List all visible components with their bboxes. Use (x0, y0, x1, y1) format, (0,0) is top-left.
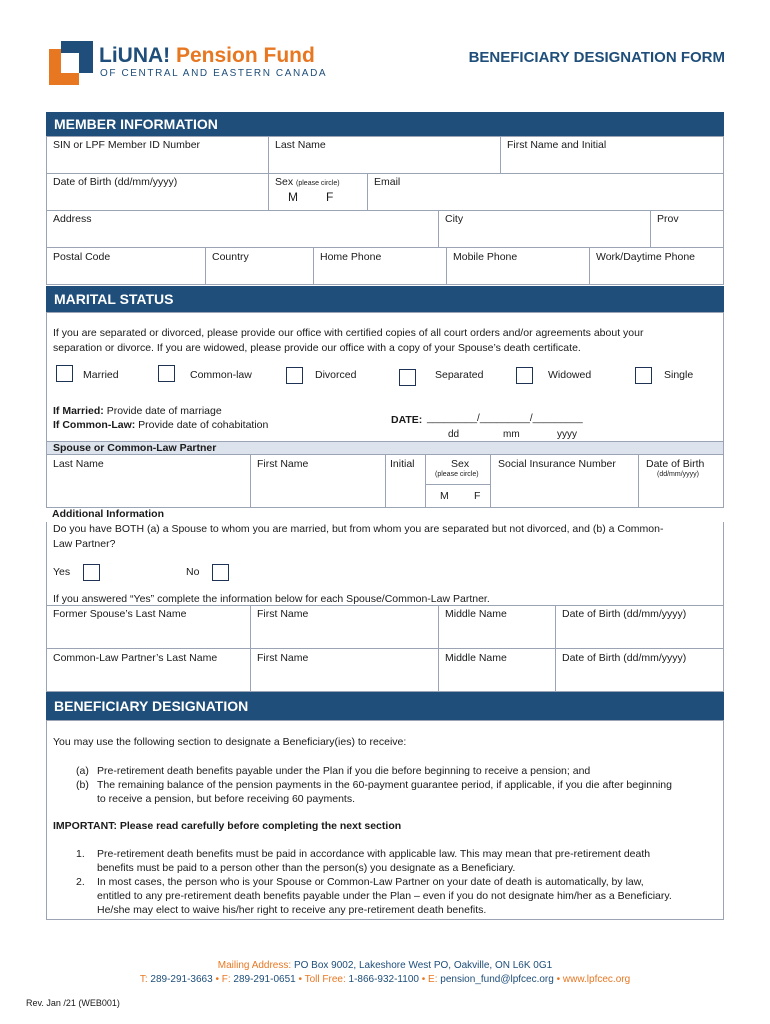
date-label: DATE: (391, 414, 423, 426)
additional-info-header: Additional Information (46, 508, 724, 522)
yes-checkbox[interactable] (83, 564, 100, 581)
former-spouse-first-name-field[interactable]: First Name (257, 608, 309, 620)
sin-field[interactable]: SIN or LPF Member ID Number (53, 139, 201, 151)
sex-f[interactable]: F (326, 190, 334, 204)
website-link[interactable]: www.lpfcec.org (562, 974, 631, 985)
prov-field[interactable]: Prov (657, 213, 679, 225)
married-label: Married (83, 369, 119, 381)
item-b-marker: (b) (76, 779, 89, 791)
additional-question-line2: Law Partner? (53, 538, 116, 550)
member-info-header: MEMBER INFORMATION (46, 112, 724, 136)
note-2-line1: In most cases, the person who is your Spouse or Common-Law Partner on your date of death is automatically, by law, (97, 876, 644, 888)
divorced-checkbox[interactable] (286, 367, 303, 384)
partner-sex-f[interactable]: F (474, 490, 481, 502)
additional-question-line1: Do you have BOTH (a) a Spouse to whom you are married, but from whom you are separated but not divorced, and (b) a Common- (53, 523, 664, 535)
item-b-text-2: to receive a pension, but before receiving 60 payments. (97, 793, 355, 805)
partner-sex-m[interactable]: M (440, 490, 449, 502)
beneficiary-intro: You may use the following section to designate a Beneficiary(ies) to receive: (53, 736, 407, 748)
if-married-text: If Married: Provide date of marriage (53, 405, 222, 417)
separated-label: Separated (435, 369, 484, 381)
common-law-dob-field[interactable]: Date of Birth (dd/mm/yyyy) (562, 652, 687, 664)
partner-sex-label: Sex (451, 458, 470, 470)
item-a-marker: (a) (76, 765, 89, 777)
common-law-checkbox[interactable] (158, 365, 175, 382)
former-spouse-dob-field[interactable]: Date of Birth (dd/mm/yyyy) (562, 608, 687, 620)
logo-title: LiUNA! Pension Fund (99, 44, 315, 67)
common-law-middle-name-field[interactable]: Middle Name (445, 652, 507, 664)
if-yes-text: If you answered “Yes” complete the information below for each Spouse/Common-Law Partner. (53, 593, 490, 605)
important-notice: IMPORTANT: Please read carefully before completing the next section (53, 820, 402, 832)
partner-dob-note: (dd/mm/yyyy) (657, 471, 699, 478)
widowed-checkbox[interactable] (516, 367, 533, 384)
postal-code-field[interactable]: Postal Code (53, 251, 111, 263)
former-spouse-middle-name-field[interactable]: Middle Name (445, 608, 507, 620)
date-mm: mm (503, 429, 520, 440)
single-checkbox[interactable] (635, 367, 652, 384)
beneficiary-header: BENEFICIARY DESIGNATION (46, 692, 724, 720)
date-blank[interactable]: _________/_________/_________ (427, 413, 583, 424)
common-law-first-name-field[interactable]: First Name (257, 652, 309, 664)
sex-field[interactable]: Sex (please circle) (275, 176, 340, 188)
yes-label: Yes (53, 566, 71, 578)
work-phone-field[interactable]: Work/Daytime Phone (596, 251, 696, 263)
revision-label: Rev. Jan /21 (WEB001) (26, 998, 120, 1008)
home-phone-field[interactable]: Home Phone (320, 251, 382, 263)
single-label: Single (664, 369, 694, 381)
no-label: No (186, 566, 200, 578)
note-1-marker: 1. (76, 848, 85, 860)
note-1-line1: Pre-retirement death benefits must be paid in accordance with applicable law. This may mean that pre-retirement death (97, 848, 651, 860)
mobile-phone-field[interactable]: Mobile Phone (453, 251, 518, 263)
date-dd: dd (448, 429, 460, 440)
marital-intro-line2: separation or divorce. If you are widowed, please provide our office with a copy of your Spouse’s death certificate. (53, 342, 581, 354)
partner-last-name-field[interactable]: Last Name (53, 458, 104, 470)
note-2-line2: entitled to any pre-retirement death benefits payable under the Plan – even if you do not designate him/her as a Beneficiary. (97, 890, 672, 902)
logo-subtitle: OF CENTRAL AND EASTERN CANADA (100, 68, 328, 79)
item-b-text-1: The remaining balance of the pension payments in the 60-payment guarantee period, if applicable, if you die after beginning (97, 779, 672, 791)
partner-sin-field[interactable]: Social Insurance Number (498, 458, 616, 470)
partner-header: Spouse or Common-Law Partner (46, 441, 724, 455)
no-checkbox[interactable] (212, 564, 229, 581)
email-field[interactable]: Email (374, 176, 401, 188)
form-title: BENEFICIARY DESIGNATION FORM (468, 49, 725, 66)
if-common-law-text: If Common-Law: Provide date of cohabitation (53, 419, 269, 431)
divorced-label: Divorced (315, 369, 357, 381)
email-link[interactable]: pension_fund@lpfcec.org (440, 974, 554, 985)
address-field[interactable]: Address (53, 213, 92, 225)
note-1-line2: benefits must be paid to a person other than the person(s) you designate as a Beneficiary. (97, 862, 516, 874)
note-2-line3: He/she may elect to waive his/her right to receive any pre-retirement death benefits. (97, 904, 487, 916)
logo-mark-icon (49, 41, 93, 85)
footer-contact: T: 289-291-3663 • F: 289-291-0651 • Toll Free: 1-866-932-1100 • E: pension_fund@lpfcec.org • www.lpfcec.org (139, 974, 631, 985)
married-checkbox[interactable] (56, 365, 73, 382)
footer-mailing-address: Mailing Address: PO Box 9002, Lakeshore West PO, Oakville, ON L6K 0G1 (217, 960, 553, 971)
sex-m[interactable]: M (288, 190, 298, 204)
partner-dob-field[interactable]: Date of Birth (646, 458, 705, 470)
date-yyyy: yyyy (557, 429, 577, 440)
widowed-label: Widowed (548, 369, 592, 381)
separated-checkbox[interactable] (399, 369, 416, 386)
marital-status-header: MARITAL STATUS (46, 286, 724, 312)
common-law-label: Common-law (190, 369, 252, 381)
partner-sex-note: (please circle) (435, 471, 479, 478)
city-field[interactable]: City (445, 213, 464, 225)
last-name-field[interactable]: Last Name (275, 139, 326, 151)
first-name-field[interactable]: First Name and Initial (507, 139, 607, 151)
item-a-text: Pre-retirement death benefits payable under the Plan if you die before beginning to receive a pension; and (97, 765, 591, 777)
partner-first-name-field[interactable]: First Name (257, 458, 309, 470)
partner-initial-field[interactable]: Initial (390, 458, 415, 470)
country-field[interactable]: Country (212, 251, 249, 263)
common-law-last-name-field[interactable]: Common-Law Partner’s Last Name (53, 652, 218, 664)
note-2-marker: 2. (76, 876, 85, 888)
marital-intro-line1: If you are separated or divorced, please provide our office with certified copies of all court orders and/or agreements about your (53, 327, 644, 339)
dob-field[interactable]: Date of Birth (dd/mm/yyyy) (53, 176, 178, 188)
former-spouse-last-name-field[interactable]: Former Spouse’s Last Name (53, 608, 187, 620)
